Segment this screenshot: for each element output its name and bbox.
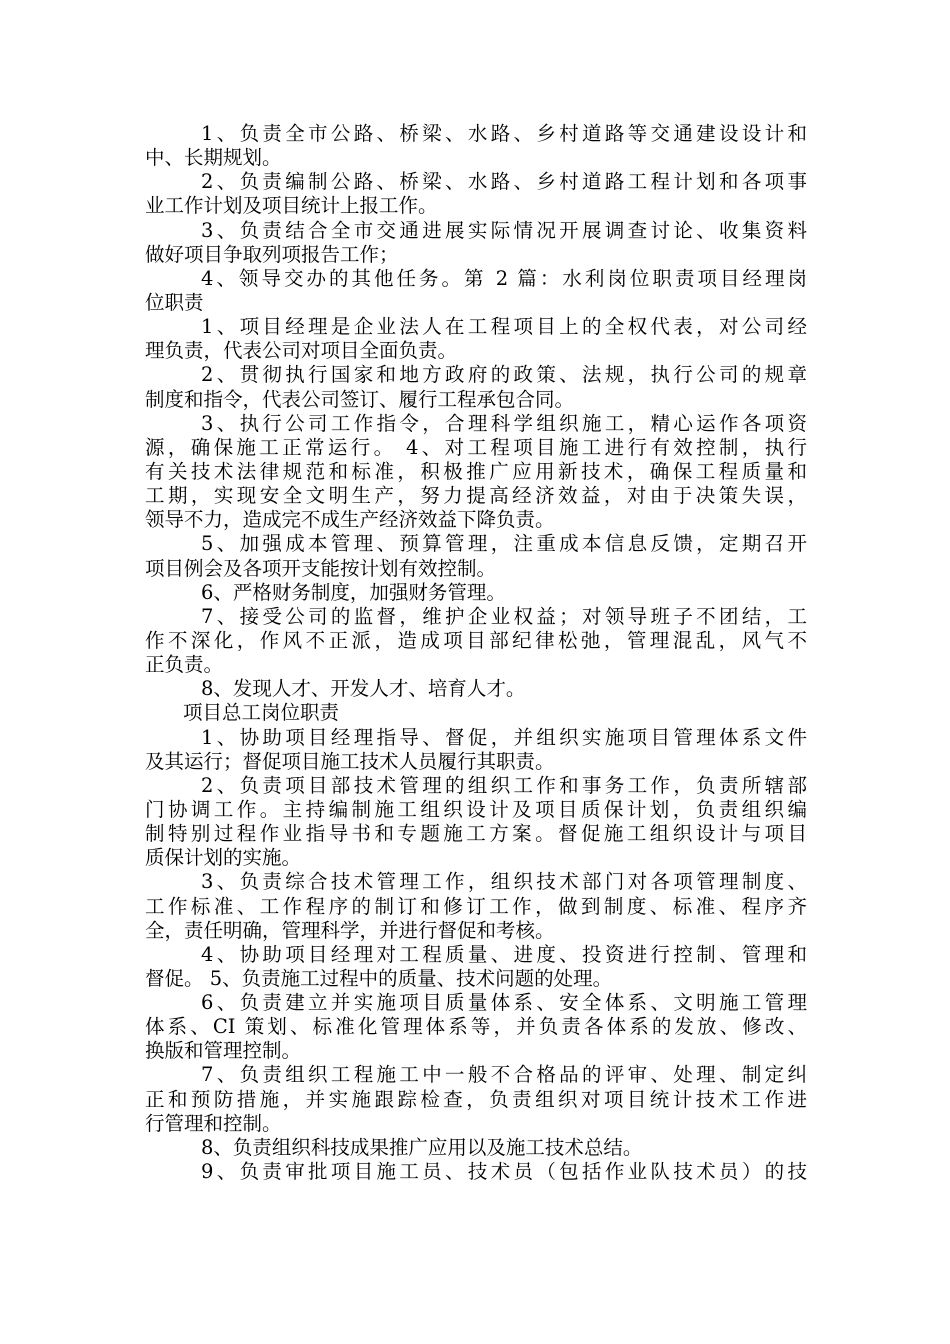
text-line: 3、负责综合技术管理工作，组织技术部门对各项管理制度、 <box>201 870 807 894</box>
text-line: 工期，实现安全文明生产，努力提高经济效益，对由于决策失误， <box>145 484 807 508</box>
text-line: 1、项目经理是企业法人在工程项目上的全权代表，对公司经 <box>201 315 807 339</box>
text-line: 换版和管理控制。 <box>145 1039 302 1063</box>
text-line: 2、贯彻执行国家和地方政府的政策、法规，执行公司的规章 <box>201 363 807 387</box>
text-line: 做好项目争取列项报告工作； <box>145 242 399 266</box>
text-line: 理负责，代表公司对项目全面负责。 <box>145 339 458 363</box>
text-line: 领导不力，造成完不成生产经济效益下降负责。 <box>145 508 555 532</box>
text-line: 8、负责组织科技成果推广应用以及施工技术总结。 <box>201 1135 643 1159</box>
text-line: 1、负责全市公路、桥梁、水路、乡村道路等交通建设设计和 <box>201 122 807 145</box>
text-line: 行管理和控制。 <box>145 1111 282 1135</box>
text-line: 2、负责项目部技术管理的组织工作和事务工作，负责所辖部 <box>201 773 807 797</box>
text-line: 位职责 <box>145 290 204 314</box>
text-line: 4、协助项目经理对工程质量、进度、投资进行控制、管理和 <box>201 942 807 966</box>
text-line: 7、负责组织工程施工中一般不合格品的评审、处理、制定纠 <box>201 1063 807 1087</box>
text-line: 项目例会及各项开支能按计划有效控制。 <box>145 556 497 580</box>
text-line: 工作标准、工作程序的制订和修订工作，做到制度、标准、程序齐 <box>145 894 807 918</box>
text-line: 门协调工作。主持编制施工组织设计及项目质保计划，负责组织编 <box>145 797 807 821</box>
text-line: 1、协助项目经理指导、督促，并组织实施项目管理体系文件 <box>201 725 807 749</box>
document-page <box>145 122 807 1184</box>
text-line: 质保计划的实施。 <box>145 846 302 870</box>
text-line: 4、领导交办的其他任务。第 2 篇：水利岗位职责项目经理岗 <box>201 266 807 290</box>
text-line: 源，确保施工正常运行。 4、对工程项目施工进行有效控制，执行 <box>145 435 807 459</box>
text-line: 正和预防措施，并实施跟踪检查，负责组织对项目统计技术工作进 <box>145 1087 807 1111</box>
text-line: 2、负责编制公路、桥梁、水路、乡村道路工程计划和各项事 <box>201 170 807 194</box>
text-line: 有关技术法律规范和标准，积极推广应用新技术，确保工程质量和 <box>145 459 807 483</box>
text-line: 正负责。 <box>145 653 224 677</box>
text-line: 中、长期规划。 <box>145 146 282 170</box>
text-line: 制特别过程作业指导书和专题施工方案。督促施工组织设计与项目 <box>145 822 807 846</box>
text-line: 3、执行公司工作指令，合理科学组织施工，精心运作各项资 <box>201 411 807 435</box>
text-line: 5、加强成本管理、预算管理，注重成本信息反馈，定期召开 <box>201 532 807 556</box>
text-line: 全，责任明确，管理科学，并进行督促和考核。 <box>145 918 555 942</box>
section-heading: 项目总工岗位职责 <box>183 701 340 725</box>
text-line: 6、负责建立并实施项目质量体系、安全体系、文明施工管理 <box>201 991 807 1015</box>
text-line: 9、负责审批项目施工员、技术员（包括作业队技术员）的技 <box>201 1160 807 1184</box>
text-line: 体系、CI 策划、标准化管理体系等，并负责各体系的发放、修改、 <box>145 1015 807 1039</box>
text-line: 作不深化，作风不正派，造成项目部纪律松弛，管理混乱，风气不 <box>145 628 807 652</box>
text-line: 7、接受公司的监督，维护企业权益；对领导班子不团结，工 <box>201 604 807 628</box>
text-line: 业工作计划及项目统计上报工作。 <box>145 194 438 218</box>
text-line: 8、发现人才、开发人才、培育人才。 <box>201 677 526 701</box>
text-line: 制度和指令，代表公司签订、履行工程承包合同。 <box>145 387 575 411</box>
text-line: 及其运行；督促项目施工技术人员履行其职责。 <box>145 749 555 773</box>
text-line: 督促。 5、负责施工过程中的质量、技术问题的处理。 <box>145 966 613 990</box>
text-line: 6、严格财务制度，加强财务管理。 <box>201 580 506 604</box>
text-line: 3、负责结合全市交通进展实际情况开展调查讨论、收集资料 <box>201 218 807 242</box>
